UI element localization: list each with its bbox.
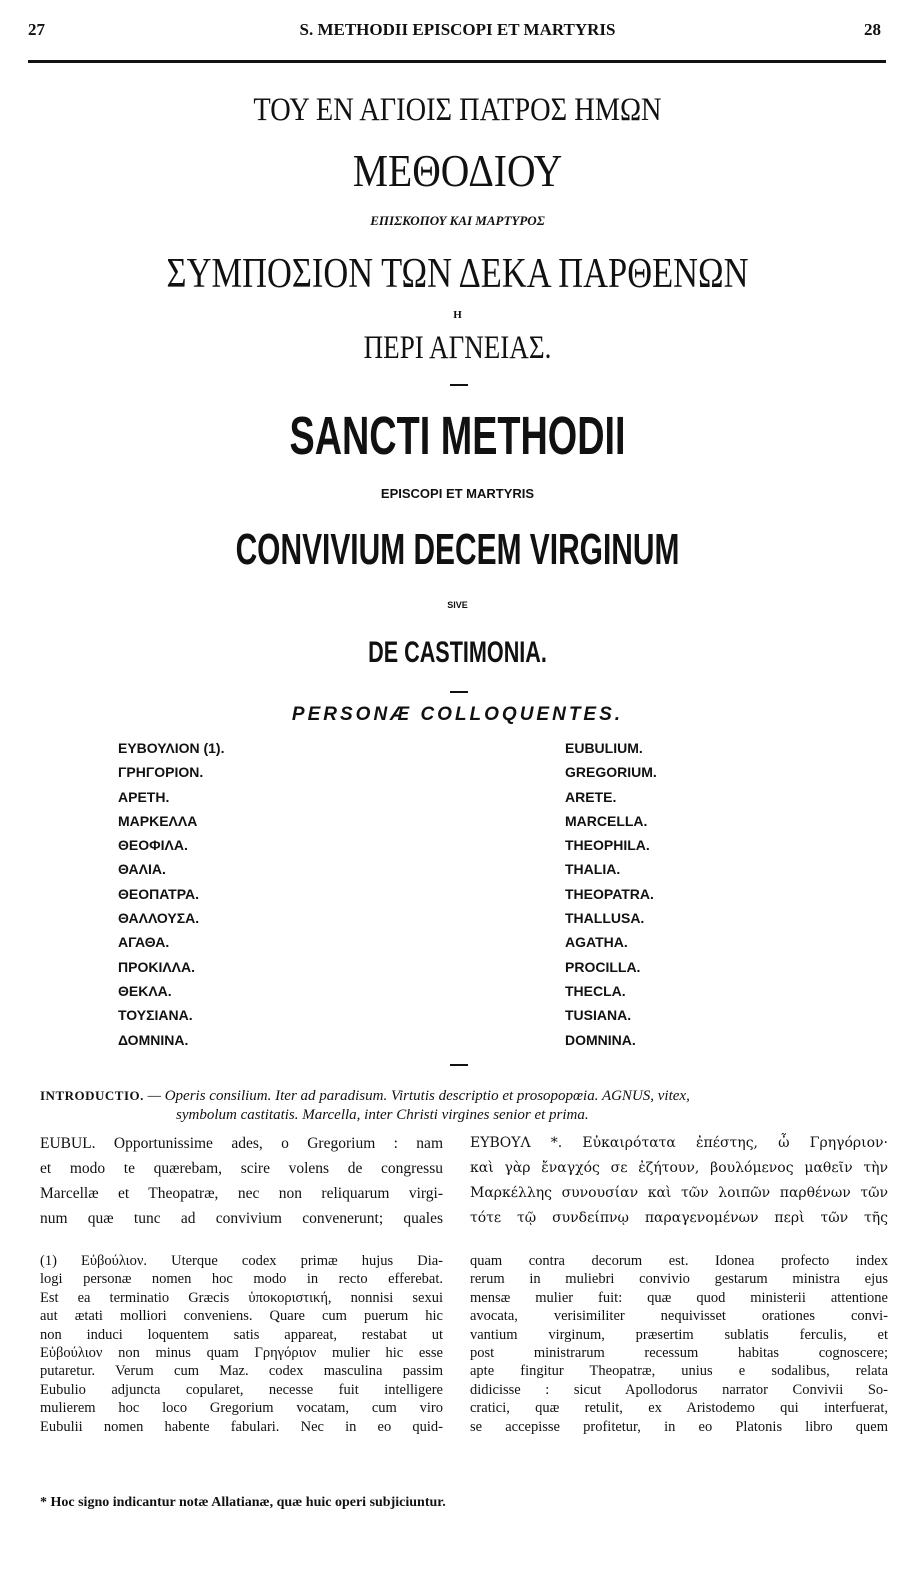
footnote-line: Eubulii nomen habente fabulari. Nec in eo quid-	[40, 1418, 443, 1435]
footnote-line: putaretur. Verum cum Maz. codex masculina passim	[40, 1363, 443, 1380]
divider-dash	[450, 1064, 468, 1066]
persona-greek: ΘΕΚΛΑ.	[118, 982, 172, 999]
introductio-line-2: symbolum castitatis. Marcella, inter Christi virgines senior et prima.	[176, 1107, 589, 1123]
persona-greek: ΔΟΜΝΙΝΑ.	[118, 1031, 189, 1048]
text-line: et modo te quærebam, scire volens de congressu	[40, 1160, 443, 1177]
text-line: EUBUL. Opportunissime ades, o Gregorium : nam	[40, 1135, 443, 1152]
latin-title-alt: DE CASTIMONIA.	[368, 636, 547, 669]
persona-greek: ΑΓΑΘΑ.	[118, 934, 170, 951]
persona-latin: THEOPATRA.	[565, 885, 654, 902]
persona-latin: GREGORIUM.	[565, 764, 657, 781]
page-number-right: 28	[864, 20, 881, 39]
footnote-line: vantium virginum, præsertim sublatis ferculis, et	[470, 1326, 888, 1343]
footnote-column-right	[470, 1252, 888, 1436]
greek-title-alt: ΠΕΡΙ ΑΓΝΕΙΑΣ.	[363, 330, 552, 366]
text-line: Μαρκέλλης συνουσίαν καὶ τῶν λοιπῶν παρθένων τῶν	[470, 1185, 888, 1201]
persona-latin: THALIA.	[565, 861, 621, 878]
persona-greek: ΘΕΟΦΙΛΑ.	[118, 837, 188, 854]
persona-greek: ΠΡΟΚΙΛΛΑ.	[118, 958, 196, 975]
persona-latin: TUSIANA.	[565, 1007, 632, 1024]
footnote-line: non induci loquentem satis appareat, restabat ut	[40, 1326, 443, 1343]
persona-latin: EUBULIUM.	[565, 740, 643, 756]
footnote-line: Εὐβούλιον non minus quam Γρηγόριον mulier hic esse	[40, 1345, 443, 1362]
footnote-column-left	[40, 1252, 443, 1436]
latin-title-author: SANCTI METHODII	[289, 406, 626, 466]
footnote-line: Eubulio adjuncta copularet, necesse fuit intelligere	[40, 1381, 443, 1398]
footnote-line: cratici, quæ retulit, ex Aristodemo qui interfuerat,	[470, 1400, 888, 1417]
personae-latin-list	[565, 736, 657, 1052]
persona-greek: ΜΑΡΚΕΛΛΑ	[118, 812, 198, 829]
footnote-line: mensæ mulier fuit: quæ quod ministerii attentione	[470, 1289, 888, 1306]
text-line: τότε τῷ συνδείπνῳ παραγενομένων περὶ τῶν τῆς	[470, 1210, 888, 1226]
text-column-greek	[470, 1131, 888, 1231]
personae-greek-list	[118, 736, 224, 1052]
introductio-summary	[40, 1086, 890, 1125]
persona-latin: DOMNINA.	[565, 1031, 636, 1048]
text-line: ΕΥΒΟΥΛ *. Εὐκαιρότατα ἐπέστης, ὦ Γρηγόριον·	[470, 1135, 888, 1151]
introductio-label: INTRODUCTIO.	[40, 1088, 144, 1103]
footnote-line: didicisse : sicut Apollodorus narrator Convivii So-	[470, 1381, 888, 1398]
footnote-line: mulierem hoc loco Gregorium vocatam, cum viro	[40, 1400, 443, 1417]
persona-latin: MARCELLA.	[565, 812, 648, 829]
footnote-line: aut ætati molliori conveniens. Quare cum puerum hic	[40, 1308, 443, 1325]
header-rule	[28, 60, 886, 63]
footnote-line: se accepisse profitetur, in eo Platonis libro quem	[470, 1418, 888, 1435]
latin-title-conjunction: SIVE	[447, 600, 468, 610]
persona-latin: PROCILLA.	[565, 958, 641, 975]
footnote-line: avocata, verisimiliter nequivisset orationes convi-	[470, 1308, 888, 1325]
latin-title-subtitle: EPISCOPI ET MARTYRIS	[380, 486, 535, 501]
persona-latin: THECLA.	[565, 982, 626, 999]
footnote-line: Est ea terminatio Græcis ὑποκοριστική, nonnisi sexui	[40, 1289, 443, 1306]
greek-title-work: ΣΥΜΠΟΣΙΟΝ ΤΩΝ ΔΕΚΑ ΠΑΡΘΕΝΩΝ	[166, 251, 749, 297]
persona-greek: ΘΑΛΙΑ.	[118, 861, 166, 878]
persona-greek: ΤΟΥΣΙΑΝΑ.	[118, 1007, 193, 1024]
persona-greek: ΘΕΟΠΑΤΡΑ.	[118, 885, 200, 902]
text-line: Marcellæ et Theopatræ, nec non reliquarum virgi-	[40, 1185, 443, 1202]
persona-latin: THEOPHILA.	[565, 837, 650, 854]
divider-dash	[450, 691, 468, 693]
persona-greek: ΑΡΕΤΗ.	[118, 788, 170, 805]
footnote-line: (1) Εὐβούλιον. Uterque codex primæ hujus Dia-	[40, 1253, 443, 1269]
page-number-left: 27	[28, 20, 45, 39]
footnote-line: rerum in muliebri convivio gestarum ministra ejus	[470, 1271, 888, 1288]
footnote-line: logi personæ nomen hoc modo in recto efferebat.	[40, 1271, 443, 1288]
greek-title-conjunction: Η	[453, 309, 462, 321]
text-column-latin	[40, 1131, 443, 1231]
persona-greek: ΓΡΗΓΟΡΙΟΝ.	[118, 764, 204, 781]
latin-title-work: CONVIVIUM DECEM VIRGINUM	[235, 525, 680, 574]
persona-greek: ΘΑΛΛΟΥΣΑ.	[118, 910, 200, 927]
footnote-line: apte fingitur Theopatræ, unius e sodalibus, relata	[470, 1363, 888, 1380]
personae-heading: PERSONÆ COLLOQUENTES.	[291, 704, 624, 725]
persona-latin: ARETE.	[565, 788, 617, 805]
allatius-note: * Hoc signo indicantur notæ Allatianæ, quæ huic operi subjiciuntur.	[40, 1495, 446, 1510]
greek-title-author: ΜΕΘΟΔΙΟΥ	[352, 145, 563, 196]
persona-latin: AGATHA.	[565, 934, 628, 951]
persona-latin: THALLUSA.	[565, 910, 645, 927]
greek-title-line-1: ΤΟΥ ΕΝ ΑΓΙΟΙΣ ΠΑΤΡΟΣ ΗΜΩΝ	[253, 92, 662, 128]
persona-greek: ΕΥΒΟΥΛΙΟΝ (1).	[118, 740, 225, 756]
running-title: S. METHODII EPISCOPI ET MARTYRIS	[299, 20, 616, 39]
text-line: καὶ γὰρ ἔναγχός σε ἐζήτουν, βουλόμενος μαθεῖν τὴν	[470, 1160, 888, 1176]
footnote-line: post ministrarum recessum habitas cognoscere;	[470, 1345, 888, 1362]
footnote-line: quam contra decorum est. Idonea profecto index	[470, 1253, 888, 1269]
divider-dash	[450, 384, 468, 386]
greek-title-subtitle: ΕΠΙΣΚΟΠΟΥ ΚΑΙ ΜΑΡΤΥΡΟΣ	[370, 213, 545, 228]
text-line: num quæ tunc ad convivium convenerunt; quales	[40, 1210, 443, 1227]
introductio-line-1: — Operis consilium. Iter ad paradisum. Virtutis descriptio et prosopopœia. AGNUS, vitex,	[147, 1088, 690, 1104]
